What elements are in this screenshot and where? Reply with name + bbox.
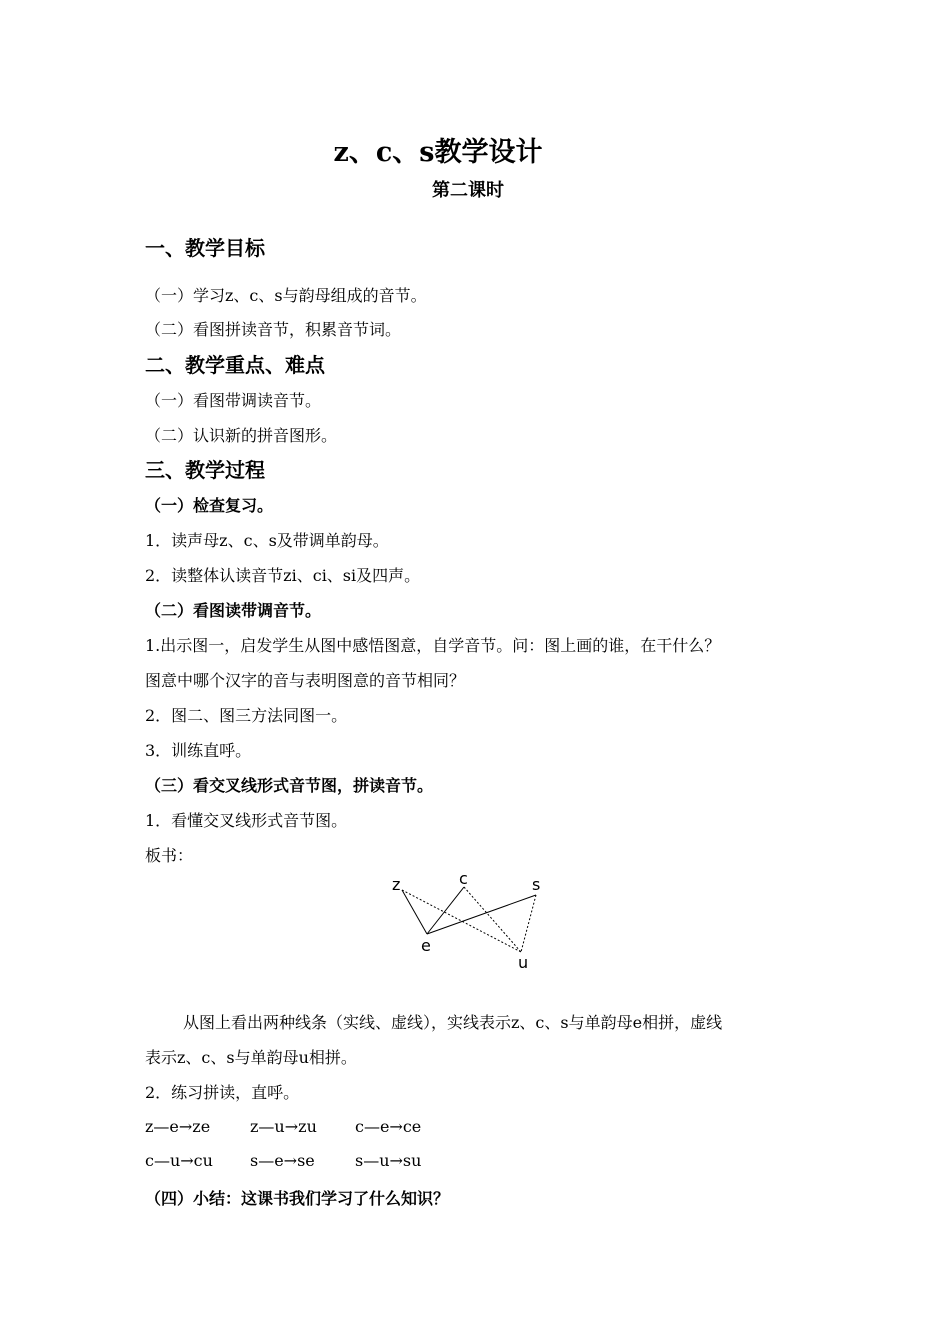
crossline-syllable-diagram xyxy=(380,862,560,978)
dashed-line-c-u xyxy=(464,887,521,952)
section-heading-goals: 一、教学目标 xyxy=(145,236,265,260)
letter-z: z xyxy=(392,875,401,894)
key-point-item: （二）认识新的拼音图形。 xyxy=(145,426,338,445)
diagram-explanation: 从图上看出两种线条（实线、虚线），实线表示z、c、s与单韵母e相拼，虚线 xyxy=(183,1013,723,1032)
page-title: z、c、s教学设计 xyxy=(333,137,543,168)
process-item: 1．读声母z、c、s及带调单韵母。 xyxy=(145,531,389,550)
spelling-pair: c—e→ce xyxy=(355,1117,422,1136)
process-item: 1．看懂交叉线形式音节图。 xyxy=(145,811,348,830)
goal-item: （二）看图拼读音节，积累音节词。 xyxy=(145,320,402,339)
section-heading-process: 三、教学过程 xyxy=(145,458,265,482)
spelling-pair: s—e→se xyxy=(250,1151,315,1170)
page-subtitle: 第二课时 xyxy=(432,180,504,201)
process-item: 1.出示图一，启发学生从图中感悟图意，自学音节。问：图上画的谁，在干什么？ xyxy=(145,636,721,655)
subsection-heading: （一）检查复习。 xyxy=(145,496,274,515)
process-item: 3．训练直呼。 xyxy=(145,741,252,760)
section-heading-key-points: 二、教学重点、难点 xyxy=(145,353,325,377)
solid-line-z-e xyxy=(402,890,427,934)
blackboard-label: 板书： xyxy=(145,846,194,865)
key-point-item: （一）看图带调读音节。 xyxy=(145,391,322,410)
dashed-line-s-u xyxy=(521,895,536,952)
process-item: 2．读整体认读音节zi、ci、si及四声。 xyxy=(145,566,421,585)
letter-e: e xyxy=(421,936,431,955)
summary-heading: （四）小结：这课书我们学习了什么知识？ xyxy=(145,1189,450,1208)
spelling-pair: s—u→su xyxy=(355,1151,422,1170)
practice-item: 2．练习拼读，直呼。 xyxy=(145,1083,300,1102)
spelling-pair: c—u→cu xyxy=(145,1151,213,1170)
diagram-explanation-cont: 表示z、c、s与单韵母u相拼。 xyxy=(145,1048,357,1067)
process-item: 2．图二、图三方法同图一。 xyxy=(145,706,348,725)
letter-c: c xyxy=(459,869,468,888)
spelling-pair: z—u→zu xyxy=(250,1117,317,1136)
solid-line-s-e xyxy=(427,895,536,934)
letter-u: u xyxy=(518,953,529,972)
subsection-heading: （三）看交叉线形式音节图，拼读音节。 xyxy=(145,776,434,795)
process-item: 图意中哪个汉字的音与表明图意的音节相同？ xyxy=(145,671,466,690)
letter-s: s xyxy=(532,875,541,894)
subsection-heading: （二）看图读带调音节。 xyxy=(145,601,322,620)
goal-item: （一）学习z、c、s与韵母组成的音节。 xyxy=(145,286,427,305)
spelling-pair: z—e→ze xyxy=(145,1117,211,1136)
